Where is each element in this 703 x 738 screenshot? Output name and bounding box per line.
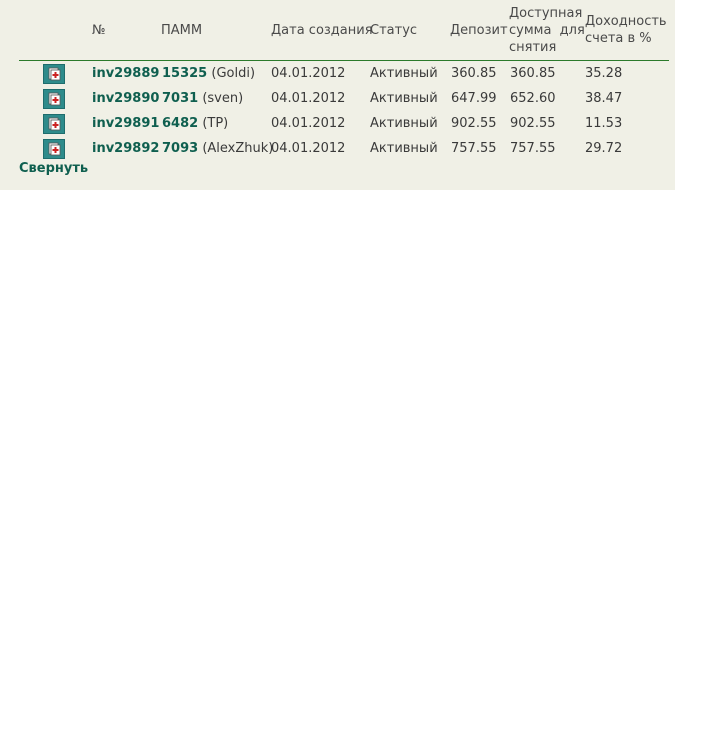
- deposit: 360.85: [451, 66, 497, 81]
- header-pamm: ПАММ: [161, 23, 203, 38]
- table-row: [0, 138, 675, 163]
- pamm-name: (sven): [202, 91, 244, 106]
- add-document-icon: [47, 142, 61, 156]
- deposit: 757.55: [451, 141, 497, 156]
- pamm-name: (Goldi): [211, 66, 256, 81]
- pamm-number-link[interactable]: 15325: [162, 66, 208, 81]
- row-action-button[interactable]: [43, 89, 65, 109]
- investment-accounts-panel: [0, 0, 675, 190]
- add-document-icon: [47, 67, 61, 81]
- header-available: [509, 5, 585, 56]
- yield-percent: 38.47: [585, 91, 623, 106]
- add-document-icon: [47, 92, 61, 106]
- pamm-number-link[interactable]: 7093: [162, 141, 199, 156]
- header-available-line3: снятия: [509, 40, 557, 55]
- header-yield-line2: счета в %: [585, 31, 652, 46]
- pamm-cell: [162, 115, 228, 132]
- yield-percent: 35.28: [585, 66, 623, 81]
- row-action-button[interactable]: [43, 114, 65, 134]
- available-amount: 652.60: [510, 91, 556, 106]
- header-yield-line1: Доходность: [585, 14, 667, 29]
- available-amount: 360.85: [510, 66, 556, 81]
- yield-percent: 29.72: [585, 141, 623, 156]
- table-header: [19, 0, 669, 61]
- header-num: №: [92, 23, 106, 38]
- table-row: [0, 63, 675, 88]
- table-row: [0, 113, 675, 138]
- pamm-cell: [162, 65, 255, 82]
- pamm-name: (TP): [202, 116, 229, 131]
- header-available-line1: Доступная: [509, 6, 583, 21]
- created-date: 04.01.2012: [271, 116, 346, 131]
- pamm-number-link[interactable]: 7031: [162, 91, 199, 106]
- available-amount: 902.55: [510, 116, 556, 131]
- header-yield: [585, 13, 667, 47]
- pamm-cell: [162, 90, 243, 107]
- status: Активный: [370, 116, 438, 131]
- deposit: 902.55: [451, 116, 497, 131]
- status: Активный: [370, 141, 438, 156]
- pamm-name: (AlexZhuk): [202, 141, 274, 156]
- row-action-button[interactable]: [43, 64, 65, 84]
- account-link[interactable]: inv29892: [92, 141, 160, 156]
- collapse-link[interactable]: Свернуть: [19, 161, 89, 176]
- pamm-number-link[interactable]: 6482: [162, 116, 199, 131]
- created-date: 04.01.2012: [271, 66, 346, 81]
- created-date: 04.01.2012: [271, 141, 346, 156]
- row-action-button[interactable]: [43, 139, 65, 159]
- status: Активный: [370, 66, 438, 81]
- header-deposit: Депозит: [450, 23, 508, 38]
- add-document-icon: [47, 117, 61, 131]
- deposit: 647.99: [451, 91, 497, 106]
- yield-percent: 11.53: [585, 116, 623, 131]
- account-link[interactable]: inv29891: [92, 116, 160, 131]
- header-available-line2: сумма для: [509, 23, 585, 38]
- pamm-cell: [162, 140, 273, 157]
- status: Активный: [370, 91, 438, 106]
- account-link[interactable]: inv29889: [92, 66, 160, 81]
- header-created: Дата создания: [271, 23, 373, 38]
- table-row: [0, 88, 675, 113]
- header-status: Статус: [370, 23, 418, 38]
- created-date: 04.01.2012: [271, 91, 346, 106]
- account-link[interactable]: inv29890: [92, 91, 160, 106]
- available-amount: 757.55: [510, 141, 556, 156]
